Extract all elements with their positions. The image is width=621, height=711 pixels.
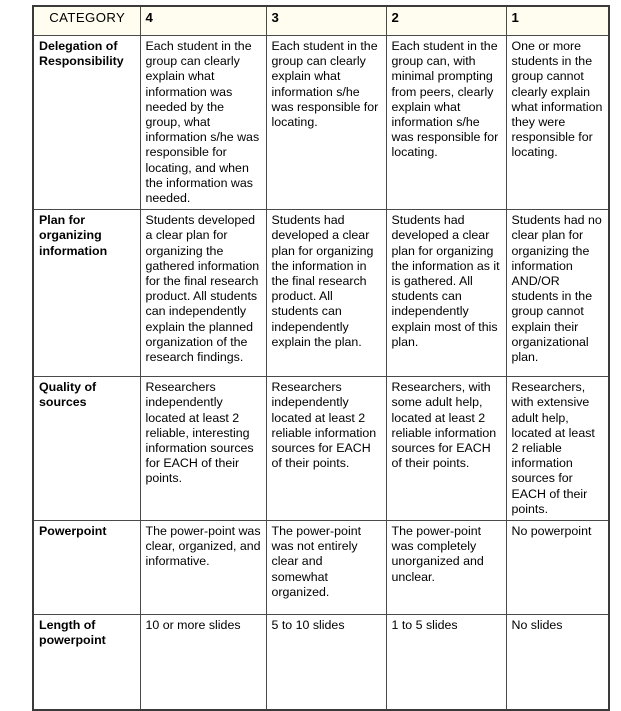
- criterion-level-3: 5 to 10 slides: [266, 615, 386, 711]
- criterion-label: Delegation of Responsibility: [33, 36, 140, 210]
- header-score-1: 1: [506, 6, 609, 36]
- criterion-level-4: Researchers independently located at least 2 reliable, interesting information sources for EACH of their points.: [140, 377, 266, 521]
- table-row: [33, 521, 609, 615]
- criterion-label: Plan for organizing information: [33, 210, 140, 377]
- header-category: CATEGORY: [33, 6, 140, 36]
- criterion-level-1: Researchers, with extensive adult help, located at least 2 reliable information sources for EACH of their points.: [506, 377, 609, 521]
- criterion-label: Powerpoint: [33, 521, 140, 615]
- table-row: [33, 210, 609, 377]
- criterion-level-2: Researchers, with some adult help, located at least 2 reliable information sources for EACH of their points.: [386, 377, 506, 521]
- criterion-level-2: Students had developed a clear plan for organizing the information as it is gathered. All students can independently explain most of this plan.: [386, 210, 506, 377]
- header-score-4: 4: [140, 6, 266, 36]
- criterion-level-3: Each student in the group can clearly explain what information s/he was responsible for locating.: [266, 36, 386, 210]
- criterion-level-4: The power-point was clear, organized, and informative.: [140, 521, 266, 615]
- table-row: [33, 377, 609, 521]
- criterion-level-1: No slides: [506, 615, 609, 711]
- table-row: [33, 36, 609, 210]
- criterion-level-3: Students had developed a clear plan for organizing the information in the final research product. All students can independently explain the plan.: [266, 210, 386, 377]
- criterion-level-2: The power-point was completely unorganized and unclear.: [386, 521, 506, 615]
- criterion-level-2: 1 to 5 slides: [386, 615, 506, 711]
- criterion-level-3: The power-point was not entirely clear and somewhat organized.: [266, 521, 386, 615]
- rubric-table: [32, 5, 610, 711]
- criterion-label: Length of powerpoint: [33, 615, 140, 711]
- criterion-level-1: One or more students in the group cannot clearly explain what information they were responsible for locating.: [506, 36, 609, 210]
- header-score-2: 2: [386, 6, 506, 36]
- criterion-level-1: No powerpoint: [506, 521, 609, 615]
- header-score-3: 3: [266, 6, 386, 36]
- criterion-label: Quality of sources: [33, 377, 140, 521]
- criterion-level-4: Students developed a clear plan for organizing the gathered information for the final research product. All students can independently explain the planned organization of the research findings.: [140, 210, 266, 377]
- criterion-level-4: 10 or more slides: [140, 615, 266, 711]
- criterion-level-4: Each student in the group can clearly explain what information was needed by the group, what information s/he was responsible for locating, and when the information was needed.: [140, 36, 266, 210]
- criterion-level-1: Students had no clear plan for organizing the information AND/OR students in the group cannot explain their organizational plan.: [506, 210, 609, 377]
- criterion-level-3: Researchers independently located at least 2 reliable information sources for EACH of their points.: [266, 377, 386, 521]
- rubric-table-container: [32, 5, 608, 711]
- criterion-level-2: Each student in the group can, with minimal prompting from peers, clearly explain what information s/he was responsible for locating.: [386, 36, 506, 210]
- table-row: [33, 615, 609, 711]
- table-header-row: [33, 6, 609, 36]
